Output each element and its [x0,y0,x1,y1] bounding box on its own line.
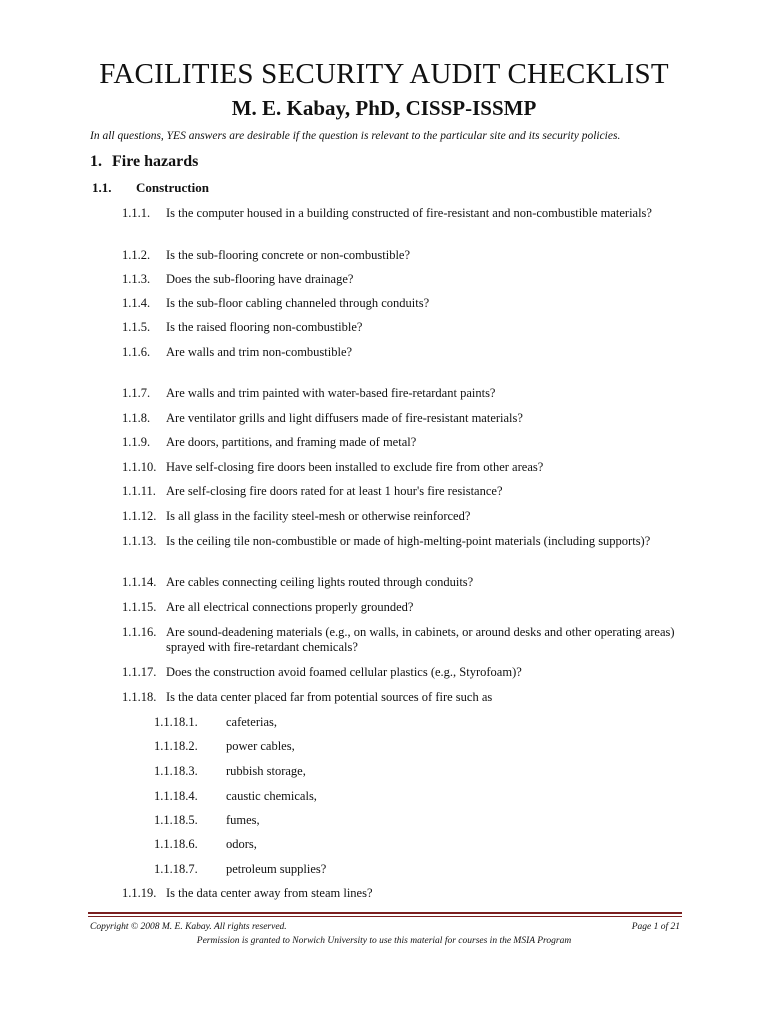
item-text: Are walls and trim non-combustible? [166,345,353,359]
checklist-subitem [154,813,554,828]
checklist-item [122,345,682,360]
item-number: 1.1.9. [122,435,151,449]
item-text: Is the data center away from steam lines? [166,886,373,900]
section-heading [90,153,198,171]
checklist-item [122,386,682,401]
checklist-item [122,625,682,655]
item-text: Are self-closing fire doors rated for at least 1 hour's fire resistance? [166,484,503,498]
item-text: Are walls and trim painted with water-based fire-retardant paints? [166,386,496,400]
subitem-number: 1.1.18.3. [154,764,198,778]
item-text: Is the raised flooring non-combustible? [166,320,363,334]
footer-copyright: Copyright © 2008 M. E. Kabay. All rights reserved. [90,922,287,932]
subitem-text: fumes, [226,813,260,827]
checklist-item [122,206,682,221]
item-number: 1.1.15. [122,600,157,614]
checklist-item [122,435,682,450]
checklist-item [122,320,682,335]
subitem-text: petroleum supplies? [226,862,327,876]
item-number: 1.1.7. [122,386,151,400]
item-text: Have self-closing fire doors been installed to exclude fire from other areas? [166,460,544,474]
item-text: Is the sub-flooring concrete or non-combustible? [166,248,411,262]
item-text: Is the computer housed in a building constructed of fire-resistant and non-combustible materials? [166,206,652,220]
intro-note: In all questions, YES answers are desirable if the question is relevant to the particular site and its security policies. [90,130,621,142]
subitem-number: 1.1.18.1. [154,715,198,729]
subsection-number: 1.1. [92,180,112,195]
checklist-item [122,460,682,475]
item-text: Are sound-deadening materials (e.g., on walls, in cabinets, or around desks and other operating areas) sprayed with fire-retardant chemicals? [166,625,675,654]
checklist-subitem [154,739,554,754]
item-number: 1.1.5. [122,320,151,334]
checklist-item [122,534,682,549]
item-number: 1.1.6. [122,345,151,359]
subitem-number: 1.1.18.7. [154,862,198,876]
item-number: 1.1.18. [122,690,157,704]
subsection-heading [92,180,209,196]
checklist-item [122,665,682,680]
checklist-subitem [154,715,554,730]
item-number: 1.1.10. [122,460,157,474]
item-number: 1.1.2. [122,248,151,262]
item-text: Does the sub-flooring have drainage? [166,272,354,286]
item-number: 1.1.16. [122,625,157,639]
item-text: Is the ceiling tile non-combustible or made of high-melting-point materials (including supports)? [166,534,651,548]
checklist-item [122,600,682,615]
document-author: M. E. Kabay, PhD, CISSP-ISSMP [231,96,537,120]
checklist-item [122,886,682,901]
subitem-text: rubbish storage, [226,764,306,778]
item-number: 1.1.14. [122,575,157,589]
item-text: Is all glass in the facility steel-mesh or otherwise reinforced? [166,509,471,523]
section-title: Fire hazards [112,153,199,170]
footer-rule-thin [88,916,682,917]
item-number: 1.1.13. [122,534,157,548]
subitem-number: 1.1.18.2. [154,739,198,753]
checklist-item [122,272,682,287]
subitem-text: power cables, [226,739,295,753]
subitem-number: 1.1.18.5. [154,813,198,827]
document-title: FACILITIES SECURITY AUDIT CHECKLIST [99,58,669,90]
item-number: 1.1.1. [122,206,151,220]
item-text: Is the sub-floor cabling channeled through conduits? [166,296,430,310]
item-text: Are doors, partitions, and framing made of metal? [166,435,417,449]
checklist-item [122,690,682,705]
item-number: 1.1.3. [122,272,151,286]
item-text: Is the data center placed far from potential sources of fire such as [166,690,493,704]
checklist-subitem [154,862,554,877]
checklist-subitem [154,837,554,852]
checklist-item [122,248,682,263]
footer-rule [88,912,682,914]
section-number: 1. [90,153,102,170]
subitem-number: 1.1.18.6. [154,837,198,851]
checklist-item [122,296,682,311]
checklist-item [122,484,682,499]
item-number: 1.1.19. [122,886,157,900]
checklist-item [122,575,682,590]
checklist-item [122,411,682,426]
item-text: Are ventilator grills and light diffusers made of fire-resistant materials? [166,411,523,425]
subitem-text: caustic chemicals, [226,789,317,803]
footer-permission: Permission is granted to Norwich University to use this material for courses in the MSIA Program [196,936,572,946]
item-text: Are cables connecting ceiling lights routed through conduits? [166,575,474,589]
item-number: 1.1.4. [122,296,151,310]
footer-page-number: Page 1 of 21 [631,922,680,932]
checklist-item [122,509,682,524]
subitem-number: 1.1.18.4. [154,789,198,803]
checklist-subitem [154,789,554,804]
checklist-subitem [154,764,554,779]
item-number: 1.1.17. [122,665,157,679]
subitem-text: odors, [226,837,257,851]
item-number: 1.1.12. [122,509,157,523]
subsection-title: Construction [136,180,209,195]
item-text: Does the construction avoid foamed cellular plastics (e.g., Styrofoam)? [166,665,522,679]
item-number: 1.1.8. [122,411,151,425]
subitem-text: cafeterias, [226,715,278,729]
item-text: Are all electrical connections properly grounded? [166,600,414,614]
item-number: 1.1.11. [122,484,156,498]
